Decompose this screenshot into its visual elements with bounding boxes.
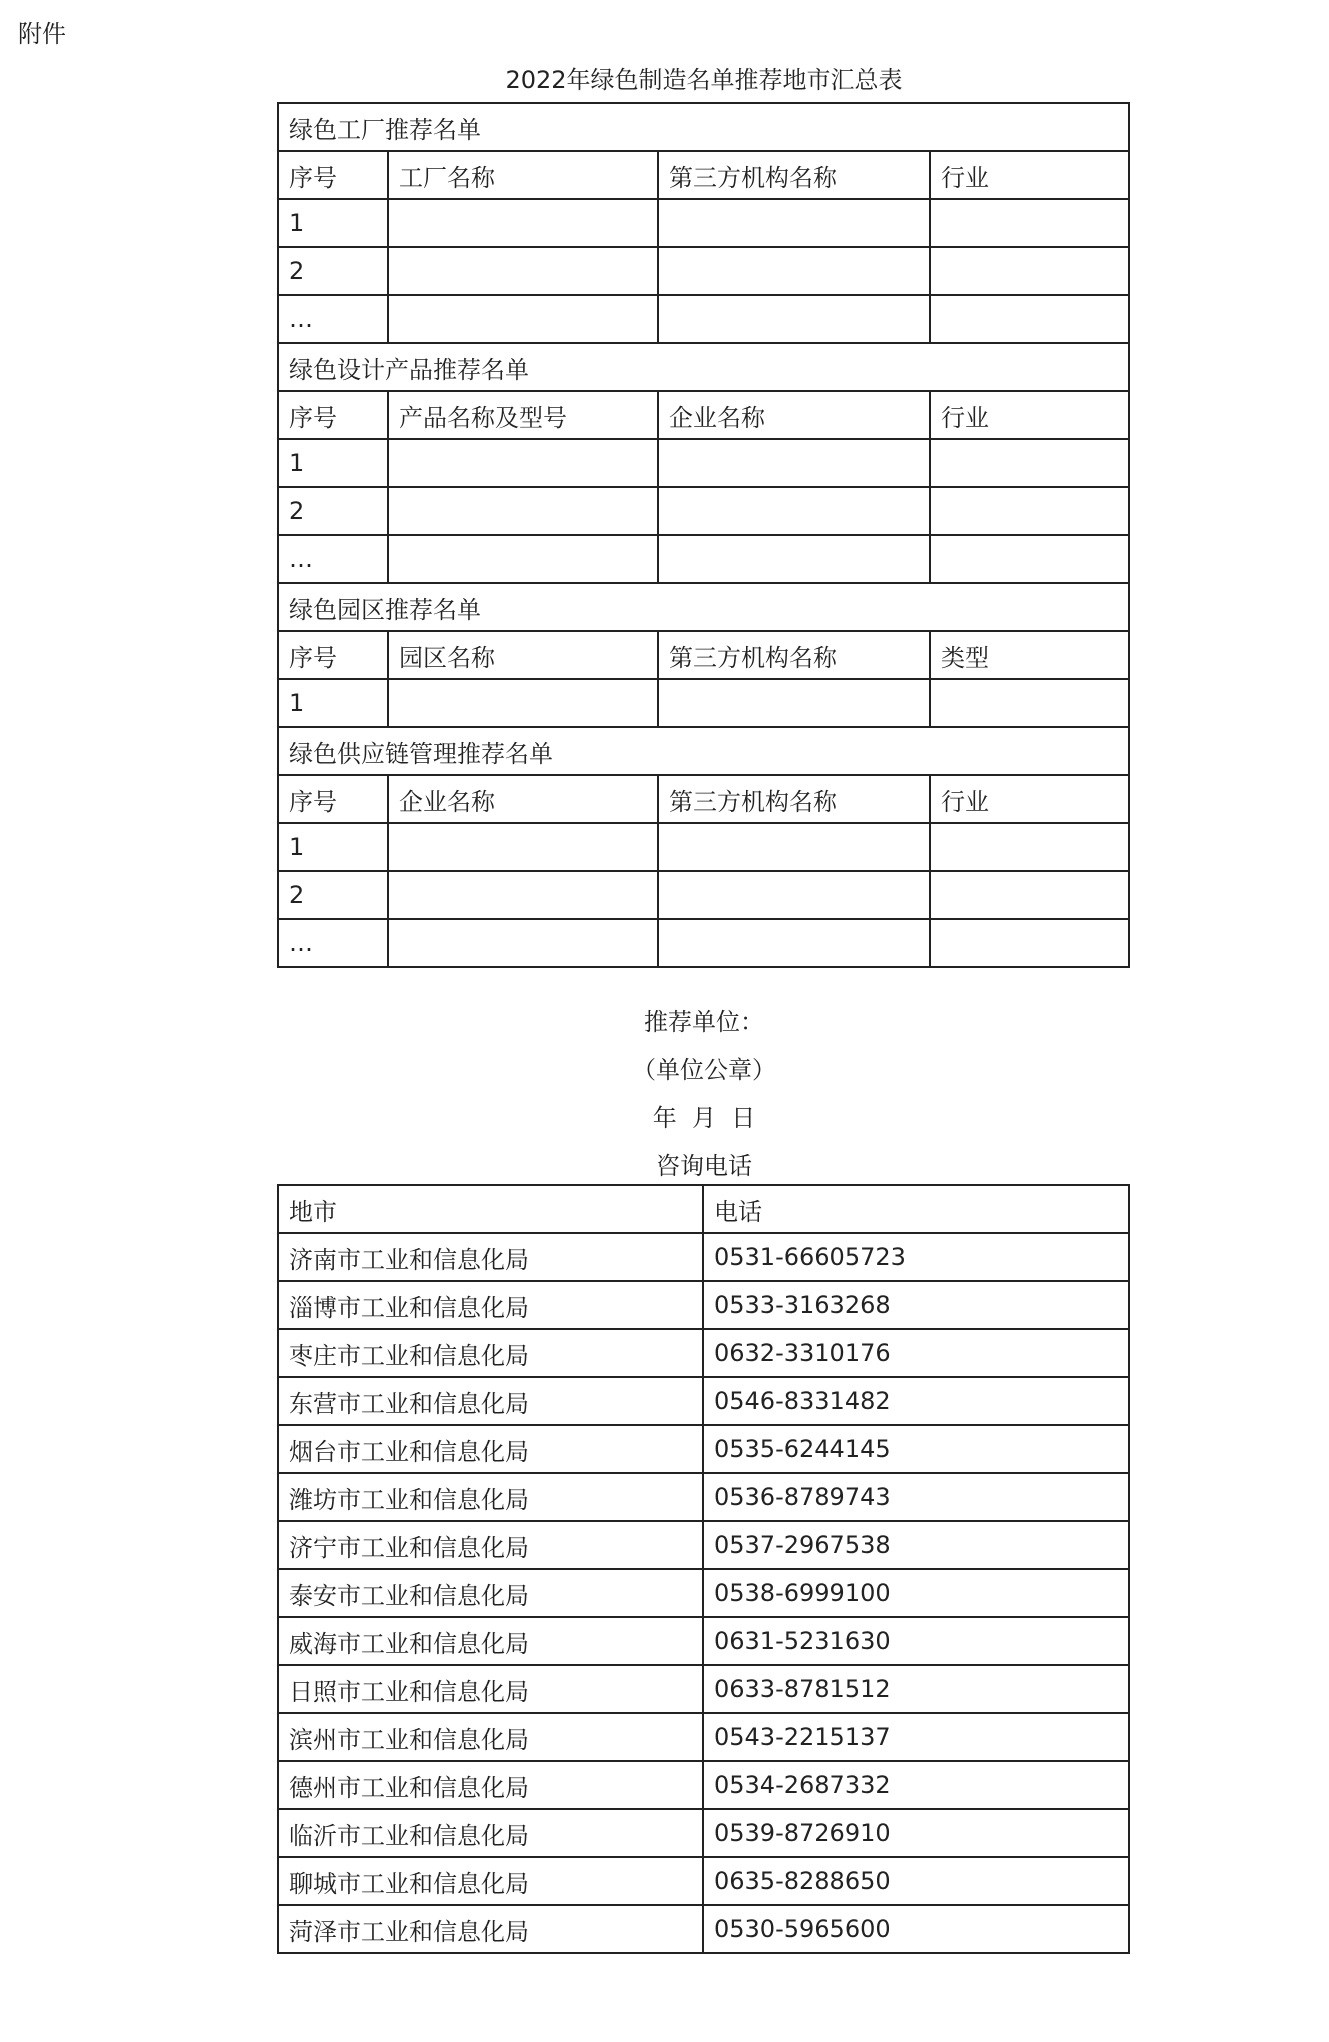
- empty-cell: [658, 247, 930, 295]
- city-bureau-cell: 潍坊市工业和信息化局: [278, 1473, 703, 1521]
- phone-cell: 0635-8288650: [703, 1857, 1129, 1905]
- empty-cell: [658, 199, 930, 247]
- header-cell: 第三方机构名称: [658, 631, 930, 679]
- phone-cell: 0539-8726910: [703, 1809, 1129, 1857]
- table-row: [278, 535, 1129, 583]
- recommender-label: 推荐单位：: [644, 1008, 764, 1036]
- empty-cell: [388, 919, 658, 967]
- phone-cell: 0538-6999100: [703, 1569, 1129, 1617]
- phone-cell: 0543-2215137: [703, 1713, 1129, 1761]
- date-label: 年 月 日: [652, 1104, 756, 1132]
- table-row: [278, 1521, 1129, 1569]
- header-cell: 序号: [278, 151, 388, 199]
- city-bureau-cell: 淄博市工业和信息化局: [278, 1281, 703, 1329]
- empty-cell: [658, 487, 930, 535]
- table-row: [278, 1329, 1129, 1377]
- table-row: [278, 919, 1129, 967]
- city-bureau-cell: 菏泽市工业和信息化局: [278, 1905, 703, 1953]
- section-heading-park: 绿色园区推荐名单: [278, 583, 1129, 631]
- empty-cell: [930, 919, 1129, 967]
- header-cell: 产品名称及型号: [388, 391, 658, 439]
- empty-cell: [658, 439, 930, 487]
- header-cell: 工厂名称: [388, 151, 658, 199]
- phone-cell: 0536-8789743: [703, 1473, 1129, 1521]
- city-bureau-cell: 聊城市工业和信息化局: [278, 1857, 703, 1905]
- row-index: 2: [278, 871, 388, 919]
- document-title: 2022年绿色制造名单推荐地市汇总表: [505, 66, 903, 94]
- row-index: 2: [278, 247, 388, 295]
- header-cell: 企业名称: [658, 391, 930, 439]
- table-row: [278, 487, 1129, 535]
- table-row: [278, 1809, 1129, 1857]
- empty-cell: [388, 535, 658, 583]
- table-row: [278, 1761, 1129, 1809]
- attachment-label: 附件: [18, 20, 66, 48]
- row-index: …: [278, 919, 388, 967]
- table-row: [278, 1857, 1129, 1905]
- phone-cell: 0546-8331482: [703, 1377, 1129, 1425]
- section-heading-factory: 绿色工厂推荐名单: [278, 103, 1129, 151]
- empty-cell: [388, 199, 658, 247]
- header-cell: 企业名称: [388, 775, 658, 823]
- row-index: 1: [278, 823, 388, 871]
- header-cell: 行业: [930, 775, 1129, 823]
- section-heading-product: 绿色设计产品推荐名单: [278, 343, 1129, 391]
- city-bureau-cell: 威海市工业和信息化局: [278, 1617, 703, 1665]
- table-row: [278, 247, 1129, 295]
- table-row: [278, 199, 1129, 247]
- table-row: [278, 871, 1129, 919]
- empty-cell: [930, 439, 1129, 487]
- city-bureau-cell: 济南市工业和信息化局: [278, 1233, 703, 1281]
- header-cell: 序号: [278, 391, 388, 439]
- table-header-row: [278, 391, 1129, 439]
- seal-label: （单位公章）: [632, 1056, 776, 1084]
- phone-cell: 0534-2687332: [703, 1761, 1129, 1809]
- table-header-row: [278, 1185, 1129, 1233]
- header-cell: 序号: [278, 631, 388, 679]
- phone-cell: 0531-66605723: [703, 1233, 1129, 1281]
- table-row: [278, 1665, 1129, 1713]
- city-bureau-cell: 日照市工业和信息化局: [278, 1665, 703, 1713]
- row-index: 1: [278, 679, 388, 727]
- empty-cell: [658, 535, 930, 583]
- empty-cell: [930, 199, 1129, 247]
- table-header-row: [278, 775, 1129, 823]
- empty-cell: [930, 871, 1129, 919]
- contacts-table: [277, 1184, 1130, 1954]
- table-row: [278, 439, 1129, 487]
- phone-cell: 0632-3310176: [703, 1329, 1129, 1377]
- empty-cell: [658, 823, 930, 871]
- phone-cell: 0533-3163268: [703, 1281, 1129, 1329]
- table-row: [278, 1281, 1129, 1329]
- phone-cell: 0631-5231630: [703, 1617, 1129, 1665]
- row-index: 1: [278, 439, 388, 487]
- table-row: [278, 1905, 1129, 1953]
- header-cell: 序号: [278, 775, 388, 823]
- table-row: [278, 823, 1129, 871]
- table-row: [278, 1473, 1129, 1521]
- table-row: [278, 1617, 1129, 1665]
- phone-cell: 0537-2967538: [703, 1521, 1129, 1569]
- empty-cell: [388, 823, 658, 871]
- table-row: [278, 1713, 1129, 1761]
- empty-cell: [388, 679, 658, 727]
- row-index: …: [278, 295, 388, 343]
- empty-cell: [658, 679, 930, 727]
- header-cell: 电话: [703, 1185, 1129, 1233]
- table-row: [278, 1569, 1129, 1617]
- empty-cell: [388, 439, 658, 487]
- empty-cell: [388, 247, 658, 295]
- row-index: 1: [278, 199, 388, 247]
- header-cell: 第三方机构名称: [658, 151, 930, 199]
- contact-title: 咨询电话: [656, 1152, 752, 1180]
- header-cell: 行业: [930, 151, 1129, 199]
- table-row: [278, 679, 1129, 727]
- row-index: 2: [278, 487, 388, 535]
- city-bureau-cell: 东营市工业和信息化局: [278, 1377, 703, 1425]
- header-cell: 类型: [930, 631, 1129, 679]
- phone-cell: 0633-8781512: [703, 1665, 1129, 1713]
- city-bureau-cell: 泰安市工业和信息化局: [278, 1569, 703, 1617]
- empty-cell: [388, 487, 658, 535]
- table-row: [278, 1377, 1129, 1425]
- empty-cell: [930, 247, 1129, 295]
- empty-cell: [388, 871, 658, 919]
- table-row: [278, 1425, 1129, 1473]
- empty-cell: [930, 487, 1129, 535]
- city-bureau-cell: 滨州市工业和信息化局: [278, 1713, 703, 1761]
- city-bureau-cell: 枣庄市工业和信息化局: [278, 1329, 703, 1377]
- empty-cell: [658, 919, 930, 967]
- city-bureau-cell: 济宁市工业和信息化局: [278, 1521, 703, 1569]
- table-header-row: [278, 631, 1129, 679]
- empty-cell: [658, 295, 930, 343]
- section-heading-supply: 绿色供应链管理推荐名单: [278, 727, 1129, 775]
- header-cell: 第三方机构名称: [658, 775, 930, 823]
- header-cell: 园区名称: [388, 631, 658, 679]
- empty-cell: [930, 679, 1129, 727]
- table-row: [278, 1233, 1129, 1281]
- city-bureau-cell: 烟台市工业和信息化局: [278, 1425, 703, 1473]
- row-index: …: [278, 535, 388, 583]
- empty-cell: [388, 295, 658, 343]
- phone-cell: 0530-5965600: [703, 1905, 1129, 1953]
- recommendation-table: [277, 102, 1130, 968]
- table-header-row: [278, 151, 1129, 199]
- empty-cell: [930, 535, 1129, 583]
- phone-cell: 0535-6244145: [703, 1425, 1129, 1473]
- empty-cell: [930, 823, 1129, 871]
- header-cell: 地市: [278, 1185, 703, 1233]
- table-row: [278, 295, 1129, 343]
- header-cell: 行业: [930, 391, 1129, 439]
- empty-cell: [658, 871, 930, 919]
- empty-cell: [930, 295, 1129, 343]
- city-bureau-cell: 临沂市工业和信息化局: [278, 1809, 703, 1857]
- city-bureau-cell: 德州市工业和信息化局: [278, 1761, 703, 1809]
